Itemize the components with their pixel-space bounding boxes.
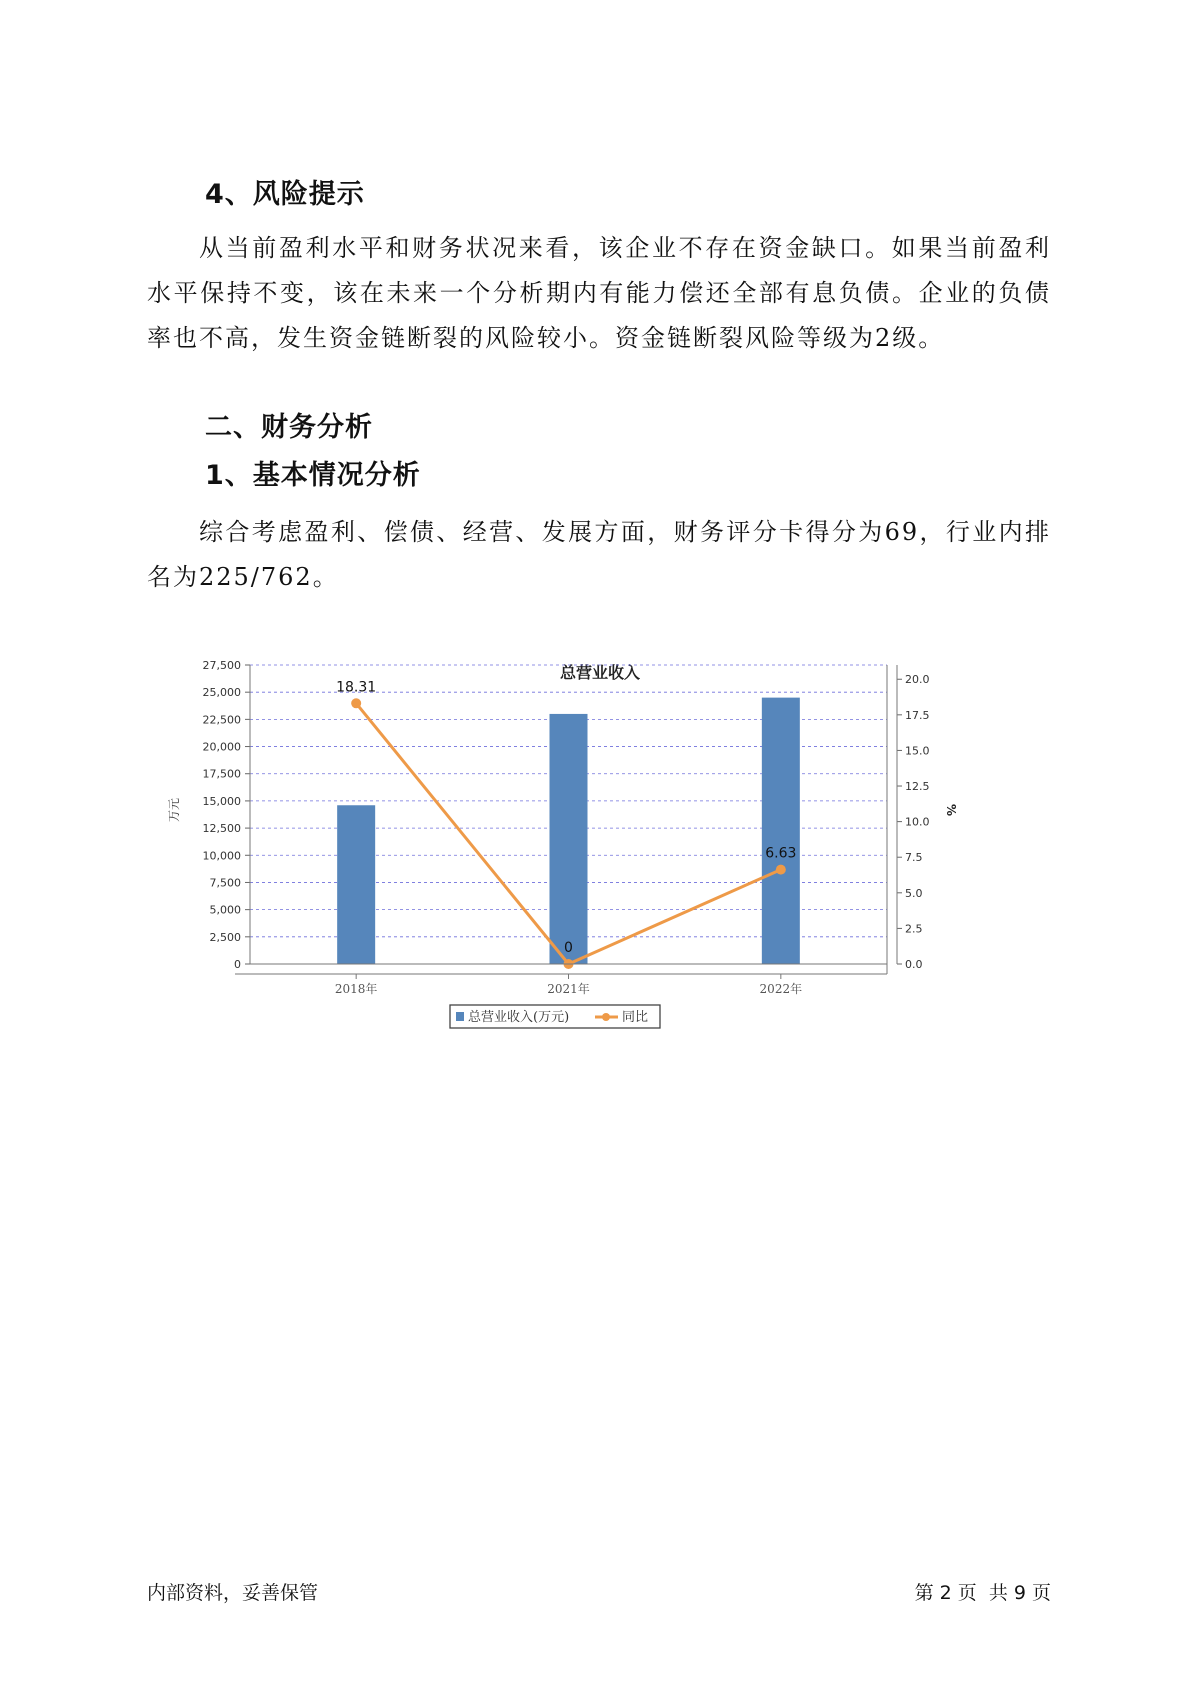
- legend-line-marker: [602, 1013, 610, 1021]
- yoy-point: [351, 698, 361, 708]
- y-right-axis-title: %: [944, 803, 958, 817]
- y-left-tick-label: 17,500: [202, 767, 241, 781]
- chart-legend: [450, 1005, 660, 1028]
- heading-financial-analysis: 二、财务分析: [205, 412, 373, 443]
- y-right-tick-label: 7.5: [905, 851, 923, 865]
- x-tick-label: 2022年: [759, 982, 803, 996]
- y-left-tick-label: 7,500: [209, 876, 241, 890]
- footer-confidential: 内部资料，妥善保管: [147, 1582, 319, 1604]
- y-right-tick-label: 20.0: [905, 673, 930, 687]
- y-right-tick-label: 17.5: [905, 708, 930, 722]
- y-left-tick-label: 0: [234, 958, 241, 971]
- y-right-tick-label: 0.0: [905, 958, 923, 971]
- y-left-tick-label: 20,000: [202, 740, 241, 754]
- yoy-point: [776, 865, 786, 875]
- legend-bar-swatch: [456, 1012, 464, 1021]
- y-left-tick-label: 5,000: [209, 903, 241, 917]
- chart-title: 总营业收入: [559, 663, 641, 682]
- paragraph-basic-analysis: 综合考虑盈利、偿债、经营、发展方面，财务评分卡得分为69，行业内排名为225/762。: [147, 518, 1051, 591]
- revenue-bar: [337, 805, 375, 964]
- y-left-tick-label: 15,000: [202, 794, 241, 808]
- y-left-tick-label: 2,500: [209, 930, 241, 944]
- x-tick-label: 2018年: [334, 982, 378, 996]
- y-right-tick-label: 15.0: [905, 744, 930, 758]
- heading-risk-tips: 4、风险提示: [205, 179, 365, 210]
- footer-page-number: 第 2 页 共 9 页: [914, 1582, 1051, 1604]
- y-left-tick-label: 12,500: [202, 822, 241, 836]
- paragraph-risk-tips: 从当前盈利水平和财务状况来看，该企业不存在资金缺口。如果当前盈利水平保持不变，该在未来一个分析期内有能力偿还全部有息负债。企业的负债率也不高，发生资金链断裂的风险较小。资金链断裂风险等级为2级。: [147, 234, 1051, 352]
- legend-bar-label: 总营业收入(万元): [468, 1010, 570, 1025]
- revenue-chart: [160, 655, 1040, 1125]
- heading-basic-analysis: 1、基本情况分析: [205, 460, 421, 491]
- x-tick-label: 2021年: [547, 982, 590, 996]
- y-right-tick-label: 2.5: [905, 922, 923, 936]
- y-left-tick-label: 25,000: [202, 686, 241, 700]
- legend-line-label: 同比: [622, 1010, 649, 1025]
- y-right-tick-label: 12.5: [905, 780, 930, 794]
- revenue-bar: [550, 714, 588, 964]
- yoy-data-label: 18.31: [336, 679, 377, 696]
- y-left-tick-label: 22,500: [202, 713, 241, 727]
- y-right-tick-label: 10.0: [905, 815, 930, 829]
- chart-bars: [337, 698, 800, 964]
- yoy-data-label: 6.63: [765, 845, 797, 862]
- y-left-tick-label: 27,500: [202, 659, 241, 672]
- y-left-tick-label: 10,000: [202, 849, 241, 863]
- revenue-bar: [762, 698, 800, 964]
- yoy-data-label: 0: [564, 940, 573, 956]
- y-left-axis-title: 万元: [167, 797, 181, 823]
- y-right-tick-label: 5.0: [905, 886, 923, 900]
